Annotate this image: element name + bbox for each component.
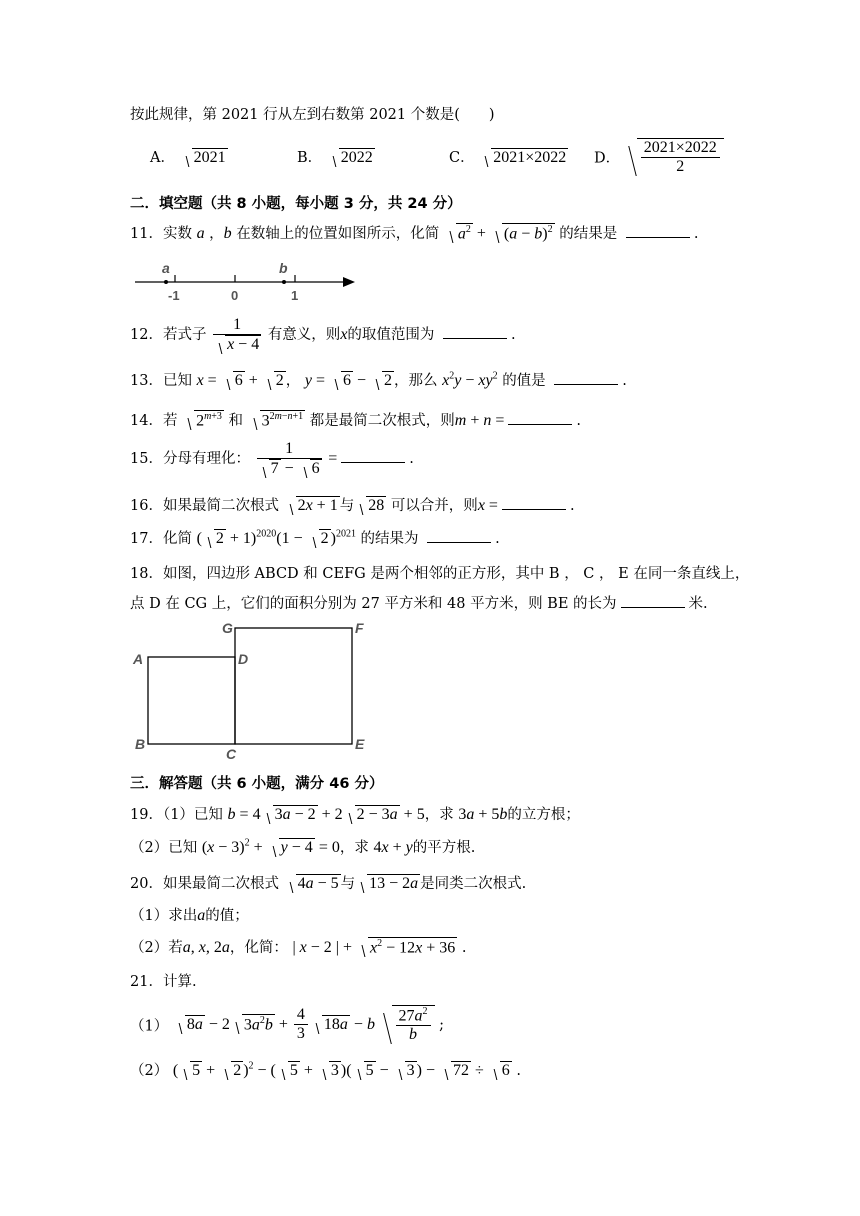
q10-choice-c: C． 2021×2022 (449, 149, 567, 166)
svg-text:0: 0 (231, 288, 239, 303)
squares-figure (128, 616, 378, 766)
q10-text: 按此规律，第 2021 行从左到右数第 2021 个数是( ) (130, 107, 495, 123)
q12: 12．若式子 $\frac{1}{x - 4}$ 有意义，则x的取值范围为 . (130, 316, 516, 353)
q10-choice-b: B． 2022 (297, 149, 373, 166)
q10-choice-a: A． 2021 (150, 149, 226, 166)
svg-text:1: 1 (291, 288, 299, 303)
svg-text:A: A (133, 651, 144, 667)
q19-part1: 19．（1）已知 b = 4 3a − 2 + 2 2 − 3a + 5，求 3a + 5b的立方根； (130, 806, 580, 823)
section-3-heading: 三．解答题（共 6 小题，满分 46 分） (130, 776, 384, 792)
q18-line1: 18．如图，四边形 ABCD 和 CEFG 是两个相邻的正方形，其中 B ， C ， E 在同一条直线上， (130, 566, 750, 582)
q16: 16．如果最简二次根式 2x + 1 与 28 可以合并，则x = . (130, 497, 575, 514)
section-2-heading: 二．填空题（共 8 小题，每小题 3 分，共 24 分） (130, 196, 462, 212)
number-line (130, 260, 360, 305)
q19-part2: （2）已知 $(x - 3)^2 + y - 4 = 0$，求 4x + y的平方根. (130, 837, 476, 856)
svg-text:C: C (226, 746, 237, 762)
q15: 15．分母有理化： $\frac{1}{7 - 6}$ = . (130, 440, 414, 477)
q20: 20．如果最简二次根式 4a − 5 与 13 − 2a 是同类二次根式. (130, 875, 527, 892)
q14: 14．若 $2^{m+3}$ 和 $3^{2m-n+1}$ 都是最简二次根式，则m + n = . (130, 410, 582, 429)
point-a-label: a (162, 260, 170, 276)
q21-part1: （1） 8a − 2 $3a^2b$ + $\frac{4}{3}$ 18a − b $\frac{27a^2}{b}$ ; (130, 1006, 445, 1044)
point-b-label: b (279, 260, 288, 276)
svg-text:B: B (135, 736, 146, 752)
q21-part2: （2） ( 5 + 2 )$^2$ − ( 5 + 3 )( 5 − 3 ) − 72 ÷ 6 . (130, 1060, 521, 1079)
q17: 17．化简 ( 2 + 1)$^{2020}$(1 − 2 )$^{2021}$ 的结果为 . (130, 528, 500, 547)
svg-text:-1: -1 (168, 288, 180, 303)
q13: 13．已知 x = 6 + 2 ， y = 6 − 2 ，那么 $x^2y - xy^2$ 的值是 . (130, 370, 627, 389)
q20-part2: （2）若a, x, 2a，化简： | x − 2 | + $x^2 - 12x + 36$ . (130, 937, 467, 956)
q10-choice-d: D． $\frac{2021\times 2022}{2}$ (594, 138, 724, 176)
q11: 11．实数 a ，b 在数轴上的位置如图所示，化简 $a^2 + (a - b)^2$ 的结果是 . (130, 223, 699, 242)
q20-part1: （1）求出a的值； (130, 907, 249, 924)
q18-line2: 点 D 在 CG 上，它们的面积分别为 27 平方米和 48 平方米，则 BE 的长为 米. (130, 592, 708, 613)
svg-text:D: D (238, 651, 249, 667)
svg-text:G: G (222, 620, 233, 636)
svg-text:F: F (355, 620, 364, 636)
q21: 21．计算. (130, 974, 197, 990)
svg-text:E: E (355, 736, 365, 752)
sqrt-expr: 2021 (182, 148, 228, 167)
